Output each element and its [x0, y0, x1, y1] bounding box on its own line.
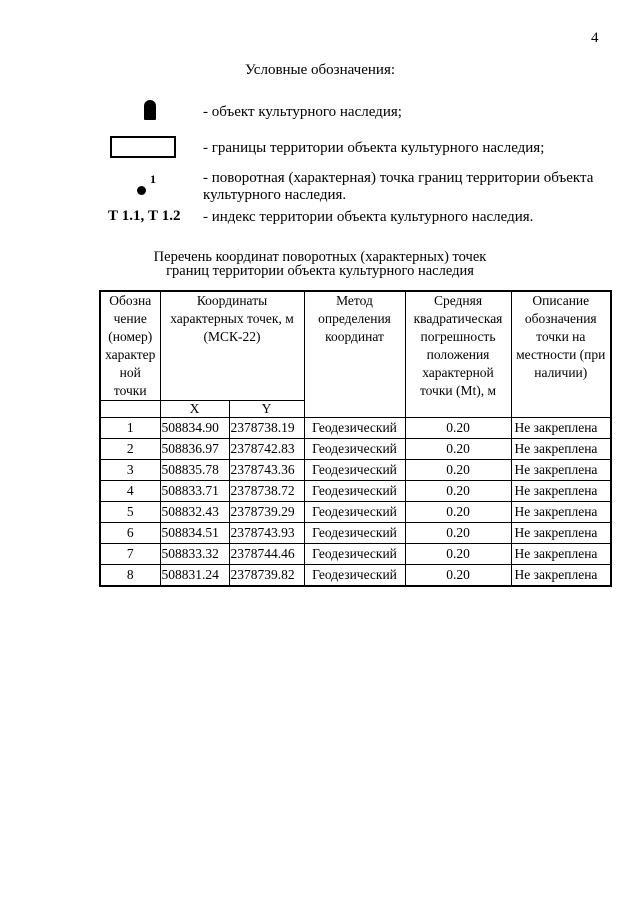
page-number: 4: [591, 30, 599, 46]
description-cell: Не закреплена: [511, 565, 611, 587]
y-coordinate-cell: 2378744.46: [229, 544, 304, 565]
y-coordinate-cell: 2378743.93: [229, 523, 304, 544]
method-cell: Геодезический: [304, 481, 405, 502]
turning-point-icon: [137, 186, 146, 195]
table-row: [100, 460, 611, 481]
x-coordinate-cell: 508834.51: [160, 523, 229, 544]
legend-text-point-line2: культурного наследия.: [203, 187, 347, 203]
table-row: [100, 418, 611, 439]
point-number-cell: 7: [100, 544, 160, 565]
turning-point-number: 1: [150, 172, 156, 186]
table-title-line2: границ территории объекта культурного наследия: [166, 263, 474, 279]
y-coordinate-cell: 2378739.29: [229, 502, 304, 523]
header-x: X: [160, 401, 229, 418]
point-number-cell: 2: [100, 439, 160, 460]
description-cell: Не закреплена: [511, 439, 611, 460]
x-coordinate-cell: 508833.71: [160, 481, 229, 502]
table-row: [100, 544, 611, 565]
x-coordinate-cell: 508834.90: [160, 418, 229, 439]
header-y: Y: [229, 401, 304, 418]
accuracy-cell: 0.20: [405, 481, 511, 502]
table-row: [100, 523, 611, 544]
header-designation-blank: [100, 401, 160, 418]
legend-text-index: - индекс территории объекта культурного наследия.: [203, 209, 534, 225]
accuracy-cell: 0.20: [405, 523, 511, 544]
table-title: [0, 250, 640, 278]
method-cell: Геодезический: [304, 544, 405, 565]
coordinates-table: [99, 290, 612, 587]
method-cell: Геодезический: [304, 418, 405, 439]
accuracy-cell: 0.20: [405, 502, 511, 523]
territory-index-symbol: Т 1.1, Т 1.2: [108, 208, 181, 224]
point-number-cell: 8: [100, 565, 160, 587]
description-cell: Не закреплена: [511, 481, 611, 502]
legend-text-point-line1: - поворотная (характерная) точка границ территории объекта: [203, 170, 594, 186]
point-number-cell: 4: [100, 481, 160, 502]
description-cell: Не закреплена: [511, 523, 611, 544]
point-number-cell: 6: [100, 523, 160, 544]
legend-text-heritage: - объект культурного наследия;: [203, 104, 402, 120]
method-cell: Геодезический: [304, 523, 405, 544]
point-number-cell: 3: [100, 460, 160, 481]
method-cell: Геодезический: [304, 502, 405, 523]
header-coordinates: Координаты характерных точек, м (МСК-22): [160, 291, 304, 401]
accuracy-cell: 0.20: [405, 544, 511, 565]
table-row: [100, 502, 611, 523]
description-cell: Не закреплена: [511, 460, 611, 481]
point-number-cell: 5: [100, 502, 160, 523]
territory-boundary-icon: [110, 136, 176, 158]
header-accuracy: Средняя квадратическая погрешность положения характерной точки (Mt), м: [405, 291, 511, 418]
table-row: [100, 439, 611, 460]
x-coordinate-cell: 508833.32: [160, 544, 229, 565]
y-coordinate-cell: 2378739.82: [229, 565, 304, 587]
accuracy-cell: 0.20: [405, 565, 511, 587]
legend-title: Условные обозначения:: [244, 62, 396, 78]
accuracy-cell: 0.20: [405, 460, 511, 481]
description-cell: Не закреплена: [511, 502, 611, 523]
description-cell: Не закреплена: [511, 418, 611, 439]
y-coordinate-cell: 2378742.83: [229, 439, 304, 460]
table-row: [100, 481, 611, 502]
y-coordinate-cell: 2378738.19: [229, 418, 304, 439]
accuracy-cell: 0.20: [405, 418, 511, 439]
legend-text-point: [203, 170, 593, 204]
table-title-line1: Перечень координат поворотных (характерных) точек: [153, 249, 487, 265]
method-cell: Геодезический: [304, 565, 405, 587]
accuracy-cell: 0.20: [405, 439, 511, 460]
table-row: [100, 565, 611, 587]
heritage-object-icon: [144, 100, 156, 120]
method-cell: Геодезический: [304, 439, 405, 460]
point-number-cell: 1: [100, 418, 160, 439]
y-coordinate-cell: 2378743.36: [229, 460, 304, 481]
legend-text-boundary: - границы территории объекта культурного наследия;: [203, 140, 545, 156]
x-coordinate-cell: 508835.78: [160, 460, 229, 481]
header-designation: Обозна чение (номер) характер ной точки: [100, 291, 160, 401]
method-cell: Геодезический: [304, 460, 405, 481]
x-coordinate-cell: 508836.97: [160, 439, 229, 460]
header-description: Описание обозначения точки на местности (при наличии): [511, 291, 611, 418]
description-cell: Не закреплена: [511, 544, 611, 565]
y-coordinate-cell: 2378738.72: [229, 481, 304, 502]
header-method: Метод определения координат: [304, 291, 405, 418]
x-coordinate-cell: 508831.24: [160, 565, 229, 587]
x-coordinate-cell: 508832.43: [160, 502, 229, 523]
